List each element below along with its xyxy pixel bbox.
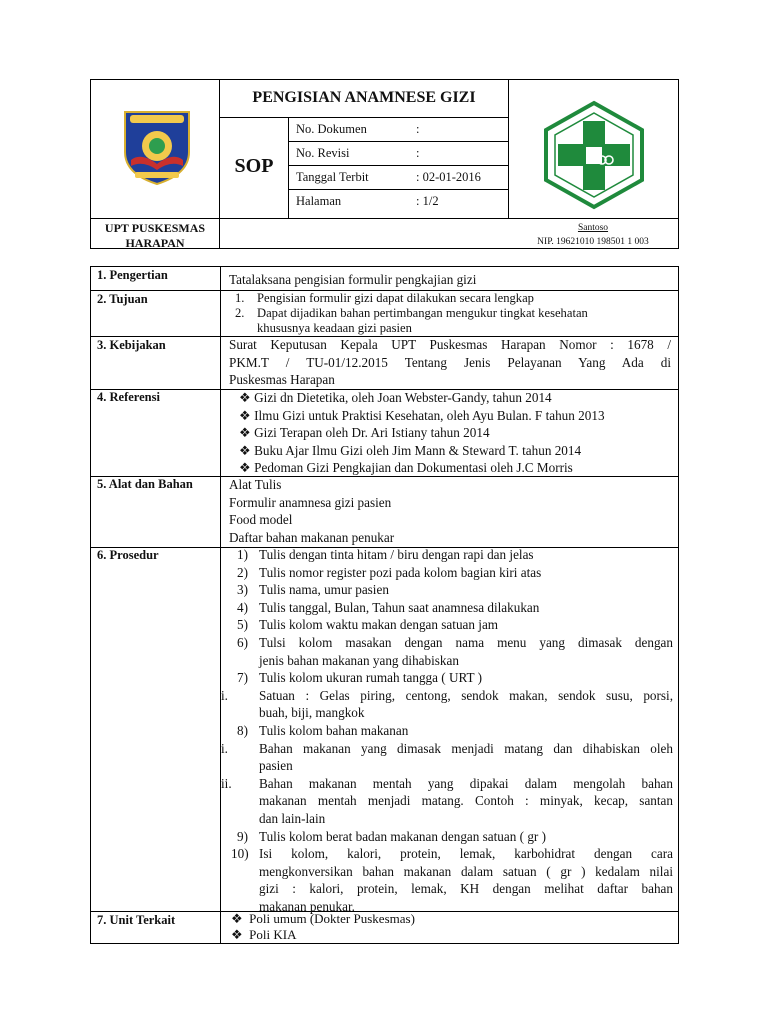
section-label-alat-bahan: 5. Alat dan Bahan — [97, 477, 193, 491]
field-label-no-dokumen: No. Dokumen — [296, 122, 367, 136]
prosedur-number: 2) — [237, 564, 248, 580]
prosedur-line — [221, 634, 673, 652]
section-label-pengertian: 1. Pengertian — [97, 268, 168, 282]
pengertian-text: Tatalaksana pengisian formulir pengkajian gizi — [229, 272, 477, 287]
prosedur-line — [221, 652, 673, 670]
diamond-bullet-icon: ❖ — [239, 390, 251, 405]
prosedur-text: Tulis nama, umur pasien — [259, 582, 389, 598]
alat-bahan-item: Food model — [229, 512, 293, 528]
org-name — [91, 221, 219, 251]
diamond-bullet-icon: ❖ — [239, 425, 251, 441]
prosedur-text: Bahan makanan mentah yang dipakai dalam mengolah bahan — [259, 775, 673, 791]
diamond-bullet-icon: ❖ — [239, 407, 251, 423]
field-label-no-revisi: No. Revisi — [296, 146, 350, 160]
prosedur-text: Isi kolom, kalori, protein, lemak, karbohidrat dengan cara — [259, 846, 673, 862]
referensi-item: ❖ Ilmu Gizi untuk Praktisi Kesehatan, oleh Ayu Bulan. F tahun 2013 — [239, 407, 605, 423]
prosedur-number: 4) — [237, 599, 248, 615]
section-label-referensi: 4. Referensi — [97, 390, 160, 404]
tujuan-item-text: Pengisian formulir gizi dapat dilakukan secara lengkap — [257, 291, 534, 305]
referensi-item: ❖ Gizi Terapan oleh Dr. Ari Istiany tahun 2014 — [239, 425, 490, 441]
prosedur-line — [221, 880, 673, 898]
prosedur-line — [221, 616, 673, 634]
prosedur-text: makanan penukar. — [259, 898, 355, 914]
tujuan-item — [229, 291, 673, 306]
diamond-bullet-icon: ❖ — [231, 926, 243, 942]
sop-label: SOP — [234, 155, 274, 177]
prosedur-text: Tulis kolom bahan makanan — [259, 722, 409, 738]
prosedur-text: mengkonversikan bahan makanan dalam satuan ( gr ) kedalam nilai — [259, 863, 673, 879]
prosedur-line — [221, 704, 673, 722]
prosedur-text: makanan mentah menjadi matang. Contoh : minyak, kecap, santan — [259, 793, 673, 809]
sop-header-table — [90, 79, 679, 249]
tujuan-item-text: Dapat dijadikan bahan pertimbangan mengukur tingkat kesehatan — [257, 306, 588, 320]
kebijakan-line: Puskesmas Harapan — [229, 372, 335, 388]
unit-terkait-list — [231, 911, 671, 942]
kebijakan-line: Surat Keputusan Kepala UPT Puskesmas Harapan Nomor : 1678 / — [229, 337, 671, 352]
prosedur-text: Tulis kolom waktu makan dengan satuan jam — [259, 617, 499, 633]
sop-title: PENGISIAN ANAMNESE GIZI — [252, 89, 476, 106]
prosedur-number: 7) — [237, 670, 248, 686]
field-label-halaman: Halaman — [296, 194, 342, 208]
signer-block — [508, 221, 678, 249]
prosedur-line — [221, 687, 673, 705]
prosedur-text: dan lain-lain — [259, 810, 326, 826]
tujuan-list — [229, 291, 673, 336]
kebijakan-text — [229, 336, 671, 389]
tujuan-item-text: khususnya keadaan gizi pasien — [257, 321, 412, 335]
prosedur-line — [221, 722, 673, 740]
prosedur-list — [221, 546, 673, 915]
referensi-item: ❖ Gizi dn Dietetika, oleh Joan Webster-Gandy, tahun 2014 — [239, 390, 552, 405]
diamond-bullet-icon: ❖ — [231, 911, 243, 926]
puskesmas-logo — [538, 100, 650, 210]
prosedur-text: Tulis nomor register pozi pada kolom bagian kiri atas — [259, 564, 542, 580]
prosedur-line — [221, 564, 673, 582]
unit-terkait-item: ❖ Poli KIA — [231, 926, 297, 942]
regency-emblem-logo — [121, 108, 193, 186]
referensi-item: ❖ Pedoman Gizi Pengkajian dan Dokumentasi oleh J.C Morris — [239, 460, 573, 476]
alat-bahan-item: Daftar bahan makanan penukar — [229, 529, 395, 545]
alat-bahan-list — [229, 476, 669, 546]
prosedur-text: pasien — [259, 758, 293, 774]
prosedur-line — [221, 863, 673, 881]
prosedur-line — [221, 792, 673, 810]
field-label-tanggal-terbit: Tanggal Terbit — [296, 170, 369, 184]
prosedur-number: 1) — [237, 547, 248, 562]
prosedur-line — [221, 828, 673, 846]
prosedur-number: i. — [221, 687, 228, 703]
prosedur-text: jenis bahan makanan yang dihabiskan — [259, 652, 459, 668]
field-value-halaman: : 1/2 — [416, 194, 439, 208]
signer-name: Santoso — [577, 223, 609, 233]
prosedur-text: gizi : kalori, protein, lemak, KH dengan melihat daftar bahan — [259, 881, 673, 897]
tujuan-item-number: 1. — [235, 291, 245, 305]
referensi-item: ❖ Buku Ajar Ilmu Gizi oleh Jim Mann & Steward T. tahun 2014 — [239, 442, 582, 458]
prosedur-line — [221, 581, 673, 599]
tujuan-item — [229, 306, 673, 321]
prosedur-line — [221, 775, 673, 793]
field-value-tanggal-terbit: : 02-01-2016 — [416, 170, 481, 184]
signer-nip: NIP. 19621010 198501 1 003 — [537, 237, 649, 247]
section-label-prosedur: 6. Prosedur — [97, 548, 159, 562]
prosedur-text: Bahan makanan yang dimasak menjadi matang dan dihabiskan oleh — [259, 740, 673, 756]
diamond-bullet-icon: ❖ — [239, 442, 251, 458]
prosedur-line — [221, 810, 673, 828]
tujuan-item-continued — [229, 321, 673, 336]
unit-terkait-item: ❖ Poli umum (Dokter Puskesmas) — [231, 911, 415, 926]
org-name-line1: UPT PUSKESMAS — [104, 221, 206, 235]
section-label-unit-terkait: 7. Unit Terkait — [97, 913, 176, 927]
field-value-no-dokumen: : — [416, 122, 420, 136]
diamond-bullet-icon: ❖ — [239, 460, 251, 476]
prosedur-text: Tulis kolom berat badan makanan dengan satuan ( gr ) — [259, 828, 547, 844]
section-label-tujuan: 2. Tujuan — [97, 292, 148, 306]
prosedur-number: ii. — [221, 775, 232, 791]
prosedur-text: Tulis tanggal, Bulan, Tahun saat anamnesa dilakukan — [259, 599, 540, 615]
tujuan-item-number: 2. — [235, 306, 245, 320]
referensi-list — [239, 389, 675, 477]
field-value-no-revisi: : — [416, 146, 420, 160]
prosedur-line — [221, 546, 673, 564]
org-name-line2: HARAPAN — [125, 236, 185, 250]
sop-content-table — [90, 266, 679, 944]
prosedur-text: Satuan : Gelas piring, centong, sendok makan, sendok susu, porsi, — [259, 687, 673, 703]
prosedur-number: 3) — [237, 582, 248, 598]
kebijakan-line: PKM.T / TU-01/12.2015 Tentang Jenis Pelayanan Yang Ada di — [229, 354, 671, 370]
alat-bahan-item: Formulir anamnesa gizi pasien — [229, 494, 392, 510]
prosedur-number: 10) — [231, 846, 249, 862]
prosedur-number: 6) — [237, 634, 248, 650]
prosedur-line — [221, 669, 673, 687]
prosedur-line — [221, 599, 673, 617]
prosedur-line — [221, 757, 673, 775]
prosedur-text: Tulsi kolom masakan dengan nama menu yang dimasak dengan — [259, 634, 673, 650]
alat-bahan-item: Alat Tulis — [229, 477, 282, 492]
prosedur-line — [221, 845, 673, 863]
prosedur-text: Tulis dengan tinta hitam / biru dengan rapi dan jelas — [259, 547, 534, 562]
prosedur-number: 9) — [237, 828, 248, 844]
prosedur-line — [221, 740, 673, 758]
prosedur-text: buah, biji, mangkok — [259, 705, 365, 721]
section-label-kebijakan: 3. Kebijakan — [97, 338, 166, 352]
prosedur-number: 8) — [237, 722, 248, 738]
prosedur-number: i. — [221, 740, 228, 756]
prosedur-number: 5) — [237, 617, 248, 633]
prosedur-text: Tulis kolom ukuran rumah tangga ( URT ) — [259, 670, 483, 686]
